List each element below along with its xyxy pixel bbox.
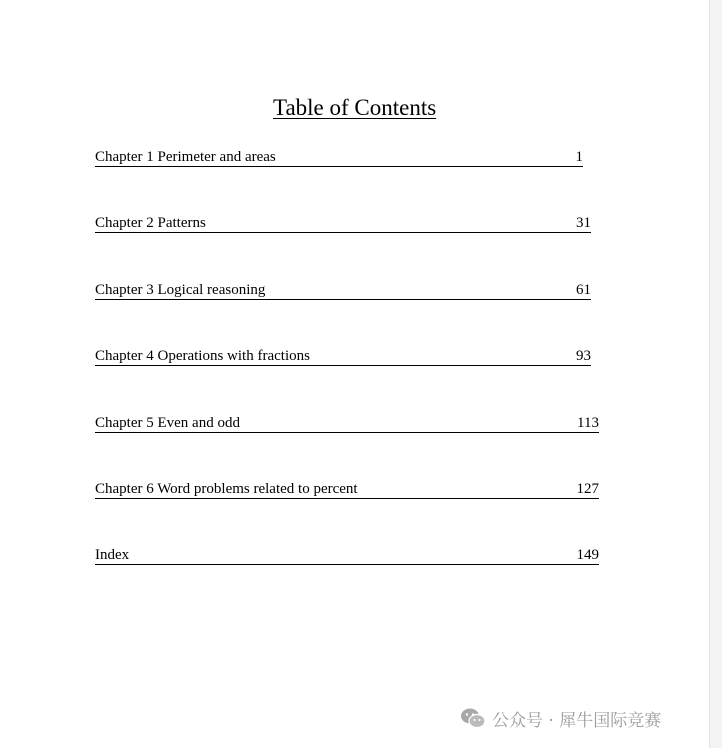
toc-entry-6 xyxy=(95,480,599,499)
toc-entry-page: 1 xyxy=(575,149,583,165)
page-title: Table of Contents xyxy=(273,95,437,120)
toc-entry-7 xyxy=(95,546,599,565)
toc-entry-label: Chapter 4 Operations with fractions xyxy=(95,348,310,364)
toc-entry-5 xyxy=(95,414,599,433)
toc-entry-label: Chapter 1 Perimeter and areas xyxy=(95,149,276,165)
toc-entry-label: Index xyxy=(95,547,130,563)
wechat-icon xyxy=(460,707,486,729)
toc-entry-page: 113 xyxy=(577,415,599,431)
toc-entry-label: Chapter 5 Even and odd xyxy=(95,415,240,431)
toc-entry-label: Chapter 3 Logical reasoning xyxy=(95,282,266,298)
toc-entry-4 xyxy=(95,347,591,366)
page-edge xyxy=(709,0,722,748)
toc-entry-2 xyxy=(95,214,591,233)
watermark-text: 公众号 · 犀牛国际竞赛 xyxy=(492,710,662,731)
toc-entry-label: Chapter 2 Patterns xyxy=(95,215,206,231)
toc-entry-page: 127 xyxy=(576,481,599,497)
toc-entry-page: 61 xyxy=(576,282,591,298)
toc-entry-page: 31 xyxy=(576,215,591,231)
watermark xyxy=(460,706,661,730)
toc-entry-3 xyxy=(95,281,591,300)
toc-entry-1 xyxy=(95,148,583,167)
toc-entry-label: Chapter 6 Word problems related to percent xyxy=(95,481,358,497)
toc-entry-page: 93 xyxy=(576,348,591,364)
toc-entry-page: 149 xyxy=(576,547,599,563)
